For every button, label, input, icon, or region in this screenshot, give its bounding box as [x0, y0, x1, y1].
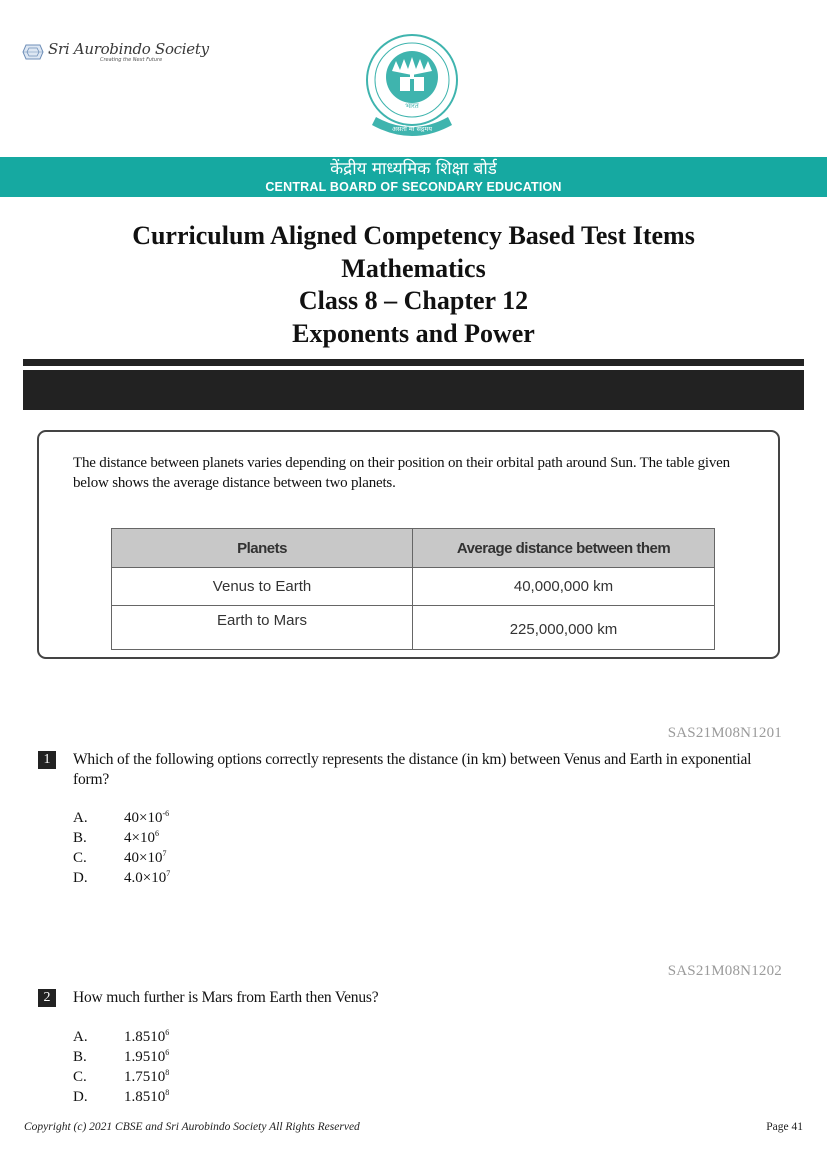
document-title — [0, 220, 827, 350]
stimulus-paragraph: The distance between planets varies depending on their position on their orbital path around Sun. The table given below shows the average distance between two planets. — [73, 455, 730, 491]
cell-planets: Venus to Earth — [112, 568, 413, 606]
divider-thin — [23, 359, 804, 366]
answer-options — [73, 1027, 169, 1107]
cell-planets: Earth to Mars — [112, 606, 413, 650]
sas-tagline: Creating the Next Future — [100, 56, 163, 63]
sas-name: Sri Aurobindo Society — [48, 39, 209, 58]
answer-options — [73, 808, 170, 888]
page-number: Page 41 — [766, 1121, 803, 1133]
header-planets: Planets — [112, 529, 413, 568]
svg-text:असतो मा सद्गमय: असतो मा सद्गमय — [392, 125, 432, 133]
option-c[interactable]: C. 1.7510$^8$ — [73, 1068, 170, 1085]
question-text: Which of the following options correctly represents the distance (in km) between Venus and Earth in exponential form? — [73, 751, 752, 788]
question-number-badge: 1 — [38, 751, 56, 769]
table-header-row — [112, 529, 715, 568]
sas-emblem-icon — [22, 44, 44, 60]
cell-distance: 40,000,000 km — [413, 568, 715, 606]
table-row — [112, 606, 715, 650]
divider-bar — [23, 370, 804, 410]
header-distance: Average distance between them — [413, 529, 715, 568]
cell-distance: 225,000,000 km — [413, 606, 715, 650]
title-chapter-name: Exponents and Power — [292, 318, 535, 348]
sri-aurobindo-society-logo — [22, 38, 209, 66]
banner-english: CENTRAL BOARD OF SECONDARY EDUCATION — [265, 180, 562, 194]
cbse-emblem-icon — [362, 33, 462, 145]
option-a[interactable]: A. 1.8510$^6$ — [73, 1028, 170, 1045]
svg-text:भारत: भारत — [405, 102, 419, 110]
question-number-badge: 2 — [38, 989, 56, 1007]
option-d[interactable]: D. $4.0\times 10^7$ — [73, 869, 171, 886]
option-b[interactable]: B. $4\times 10^6$ — [73, 829, 159, 846]
option-a[interactable]: A. $40\times 10^{-6}$ — [73, 809, 170, 826]
banner-hindi: केंद्रीय माध्यमिक शिक्षा बोर्ड — [330, 159, 497, 179]
question-text: How much further is Mars from Earth then Venus? — [73, 989, 379, 1006]
table-row — [112, 568, 715, 606]
option-b[interactable]: B. 1.9510$^6$ — [73, 1048, 170, 1065]
copyright-notice: Copyright (c) 2021 CBSE and Sri Aurobindo Society All Rights Reserved — [24, 1121, 360, 1133]
option-d[interactable]: D. 1.8510$^8$ — [73, 1088, 170, 1105]
option-c[interactable]: C. $40\times 10^7$ — [73, 849, 167, 866]
planet-distance-table — [111, 528, 715, 650]
title-subject: Mathematics — [341, 253, 486, 283]
title-line-1: Curriculum Aligned Competency Based Test Items — [132, 221, 695, 250]
question-code: SAS21M08N1202 — [667, 963, 782, 979]
cbse-banner — [0, 157, 827, 197]
question-code: SAS21M08N1201 — [667, 725, 782, 741]
title-class-chapter: Class 8 – Chapter 12 — [298, 286, 529, 315]
